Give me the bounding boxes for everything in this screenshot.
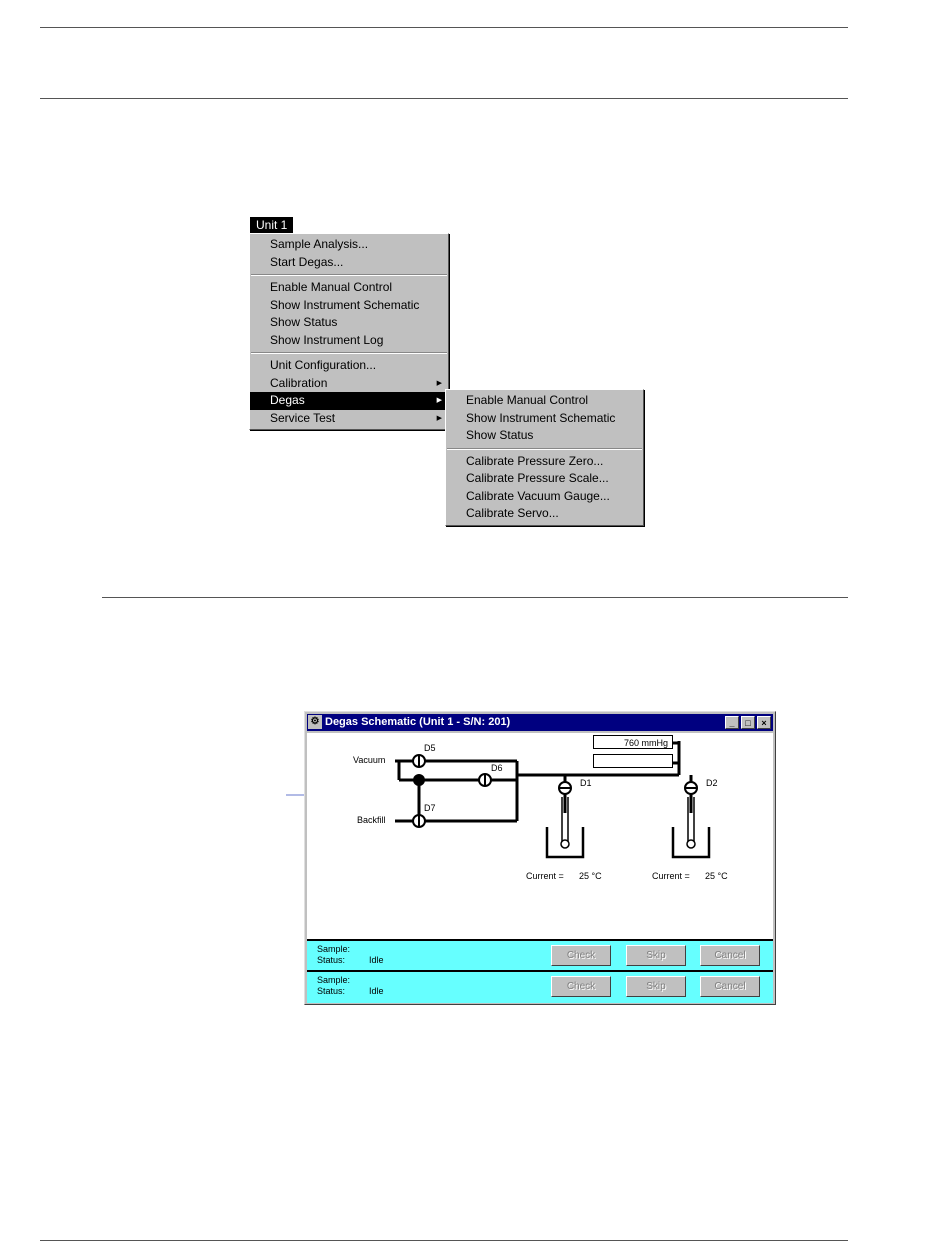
menu-item-show-instrument-log[interactable]: Show Instrument Log bbox=[270, 332, 384, 347]
d5-label: D5 bbox=[424, 743, 436, 753]
submenu-item-show-status[interactable]: Show Status bbox=[466, 428, 534, 442]
submenu-arrow-icon: ▶ bbox=[436, 379, 442, 387]
d2-label: D2 bbox=[706, 778, 718, 788]
cancel-button[interactable]: Cancel bbox=[700, 976, 760, 997]
header-rule bbox=[40, 98, 848, 99]
menu-separator bbox=[447, 448, 642, 450]
menu-item-calibration[interactable] bbox=[250, 375, 448, 393]
section-rule bbox=[102, 597, 848, 598]
valve-d6-icon[interactable] bbox=[479, 774, 491, 786]
status-value: Idle bbox=[369, 955, 384, 965]
skip-button[interactable]: Skip bbox=[626, 945, 686, 966]
valve-d7-icon[interactable] bbox=[413, 815, 425, 827]
menu-item-label: Degas bbox=[270, 393, 305, 407]
bottom-rule bbox=[40, 1240, 848, 1241]
degas-submenu bbox=[445, 389, 644, 526]
app-icon[interactable]: ⚙ bbox=[308, 715, 322, 729]
submenu-item-show-instrument-schematic[interactable]: Show Instrument Schematic bbox=[466, 410, 616, 425]
check-button[interactable]: Check bbox=[551, 976, 611, 997]
unit-menu bbox=[249, 233, 449, 430]
status-row-port-1 bbox=[307, 939, 773, 970]
valve-d1-icon[interactable] bbox=[559, 782, 571, 794]
menu-separator bbox=[251, 352, 447, 354]
submenu-item-enable-manual-control[interactable]: Enable Manual Control bbox=[466, 393, 589, 407]
close-button[interactable]: × bbox=[757, 716, 771, 729]
status-label: Status: bbox=[317, 986, 346, 996]
d6-label: D6 bbox=[491, 763, 503, 773]
submenu-arrow-icon: ▶ bbox=[436, 397, 442, 404]
menu-item-show-status[interactable]: Show Status bbox=[270, 315, 338, 329]
pressure-readout: 760 mmHg bbox=[593, 735, 673, 749]
port-1-temperature: 25 °C bbox=[579, 871, 602, 881]
valve-d2-icon[interactable] bbox=[685, 782, 697, 794]
window-title: Degas Schematic (Unit 1 - S/N: 201) bbox=[325, 716, 511, 728]
submenu-item-calibrate-pressure-zero[interactable]: Calibrate Pressure Zero... bbox=[466, 453, 604, 468]
menu-item-start-degas[interactable]: Start Degas... bbox=[270, 254, 344, 269]
menu-item-sample-analysis[interactable]: Sample Analysis... bbox=[270, 237, 369, 251]
status-row-port-2 bbox=[307, 970, 773, 1003]
port-2-current-label: Current = bbox=[652, 871, 690, 881]
submenu-item-calibrate-servo[interactable]: Calibrate Servo... bbox=[466, 506, 559, 520]
submenu-arrow-icon: ▶ bbox=[436, 414, 442, 422]
window-titlebar[interactable] bbox=[307, 714, 773, 731]
backfill-label: Backfill bbox=[357, 815, 386, 825]
vacuum-label: Vacuum bbox=[353, 755, 386, 765]
menu-item-label: Calibration bbox=[270, 375, 328, 390]
d1-label: D1 bbox=[580, 778, 592, 788]
menu-item-degas[interactable] bbox=[250, 392, 448, 410]
valve-d5-icon[interactable] bbox=[413, 755, 425, 767]
status-label: Status: bbox=[317, 955, 346, 965]
submenu-item-calibrate-vacuum-gauge[interactable]: Calibrate Vacuum Gauge... bbox=[466, 488, 610, 503]
minimize-button[interactable]: _ bbox=[725, 716, 739, 729]
cancel-button[interactable]: Cancel bbox=[700, 945, 760, 966]
check-button[interactable]: Check bbox=[551, 945, 611, 966]
maximize-button[interactable]: □ bbox=[741, 716, 755, 729]
menu-item-service-test[interactable] bbox=[250, 410, 448, 428]
menu-item-enable-manual-control[interactable]: Enable Manual Control bbox=[270, 280, 393, 294]
submenu-item-calibrate-pressure-scale[interactable]: Calibrate Pressure Scale... bbox=[466, 471, 609, 485]
menu-item-show-instrument-schematic[interactable]: Show Instrument Schematic bbox=[270, 297, 420, 312]
port-1-current-label: Current = bbox=[526, 871, 564, 881]
d7-label: D7 bbox=[424, 803, 436, 813]
schematic-canvas bbox=[307, 733, 773, 939]
menu-item-label: Service Test bbox=[270, 410, 336, 425]
junction-node-icon bbox=[413, 774, 425, 786]
menu-item-unit-configuration[interactable]: Unit Configuration... bbox=[270, 358, 377, 372]
degas-schematic-window bbox=[304, 711, 776, 1005]
pressure-readout-secondary bbox=[593, 754, 673, 768]
top-rule bbox=[40, 27, 848, 28]
sample-label: Sample: bbox=[317, 975, 351, 985]
unit-1-menu-title[interactable]: Unit 1 bbox=[250, 217, 293, 233]
sample-label: Sample: bbox=[317, 944, 351, 954]
skip-button[interactable]: Skip bbox=[626, 976, 686, 997]
status-value: Idle bbox=[369, 986, 384, 996]
port-2-temperature: 25 °C bbox=[705, 871, 728, 881]
menu-separator bbox=[251, 274, 447, 276]
